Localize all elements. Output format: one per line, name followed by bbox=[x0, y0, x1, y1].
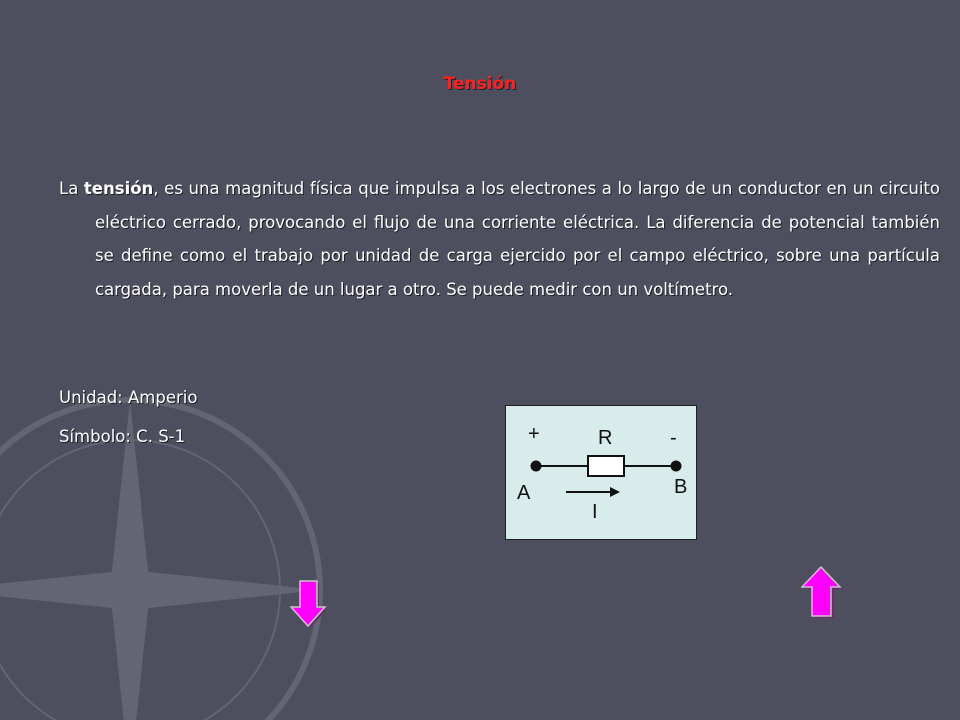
node-a-label: A bbox=[517, 482, 531, 504]
unit-label: Unidad: Amperio bbox=[59, 388, 198, 407]
node-b-label: B bbox=[674, 476, 688, 498]
resistor-symbol bbox=[588, 456, 624, 476]
definition-paragraph bbox=[59, 172, 940, 306]
plus-sign: + bbox=[528, 423, 540, 445]
paragraph-term: tensión bbox=[83, 179, 154, 198]
node-b-dot bbox=[671, 461, 682, 472]
circuit-diagram bbox=[505, 405, 697, 540]
arrow-down-icon[interactable] bbox=[290, 580, 330, 632]
paragraph-intro: La bbox=[59, 179, 84, 198]
arrow-up-icon[interactable] bbox=[801, 566, 845, 620]
minus-sign: - bbox=[670, 427, 677, 449]
current-label: I bbox=[592, 501, 598, 523]
current-arrow-head bbox=[610, 487, 620, 497]
node-a-dot bbox=[531, 461, 542, 472]
symbol-label: Símbolo: C. S-1 bbox=[59, 427, 186, 446]
resistor-label: R bbox=[598, 427, 613, 449]
slide-title: Tensión bbox=[443, 74, 517, 94]
paragraph-text: , es una magnitud física que impulsa a los electrones a lo largo de un conductor en un circuito eléctrico cerrado, provocando el flujo de una corriente eléctrica. La diferencia de potencial también se define como el trabajo por unidad de carga ejercido por el campo eléctrico, sobre una partícula cargada, para moverla de un lugar a otro. Se puede medir con un voltímetro. bbox=[95, 179, 940, 299]
